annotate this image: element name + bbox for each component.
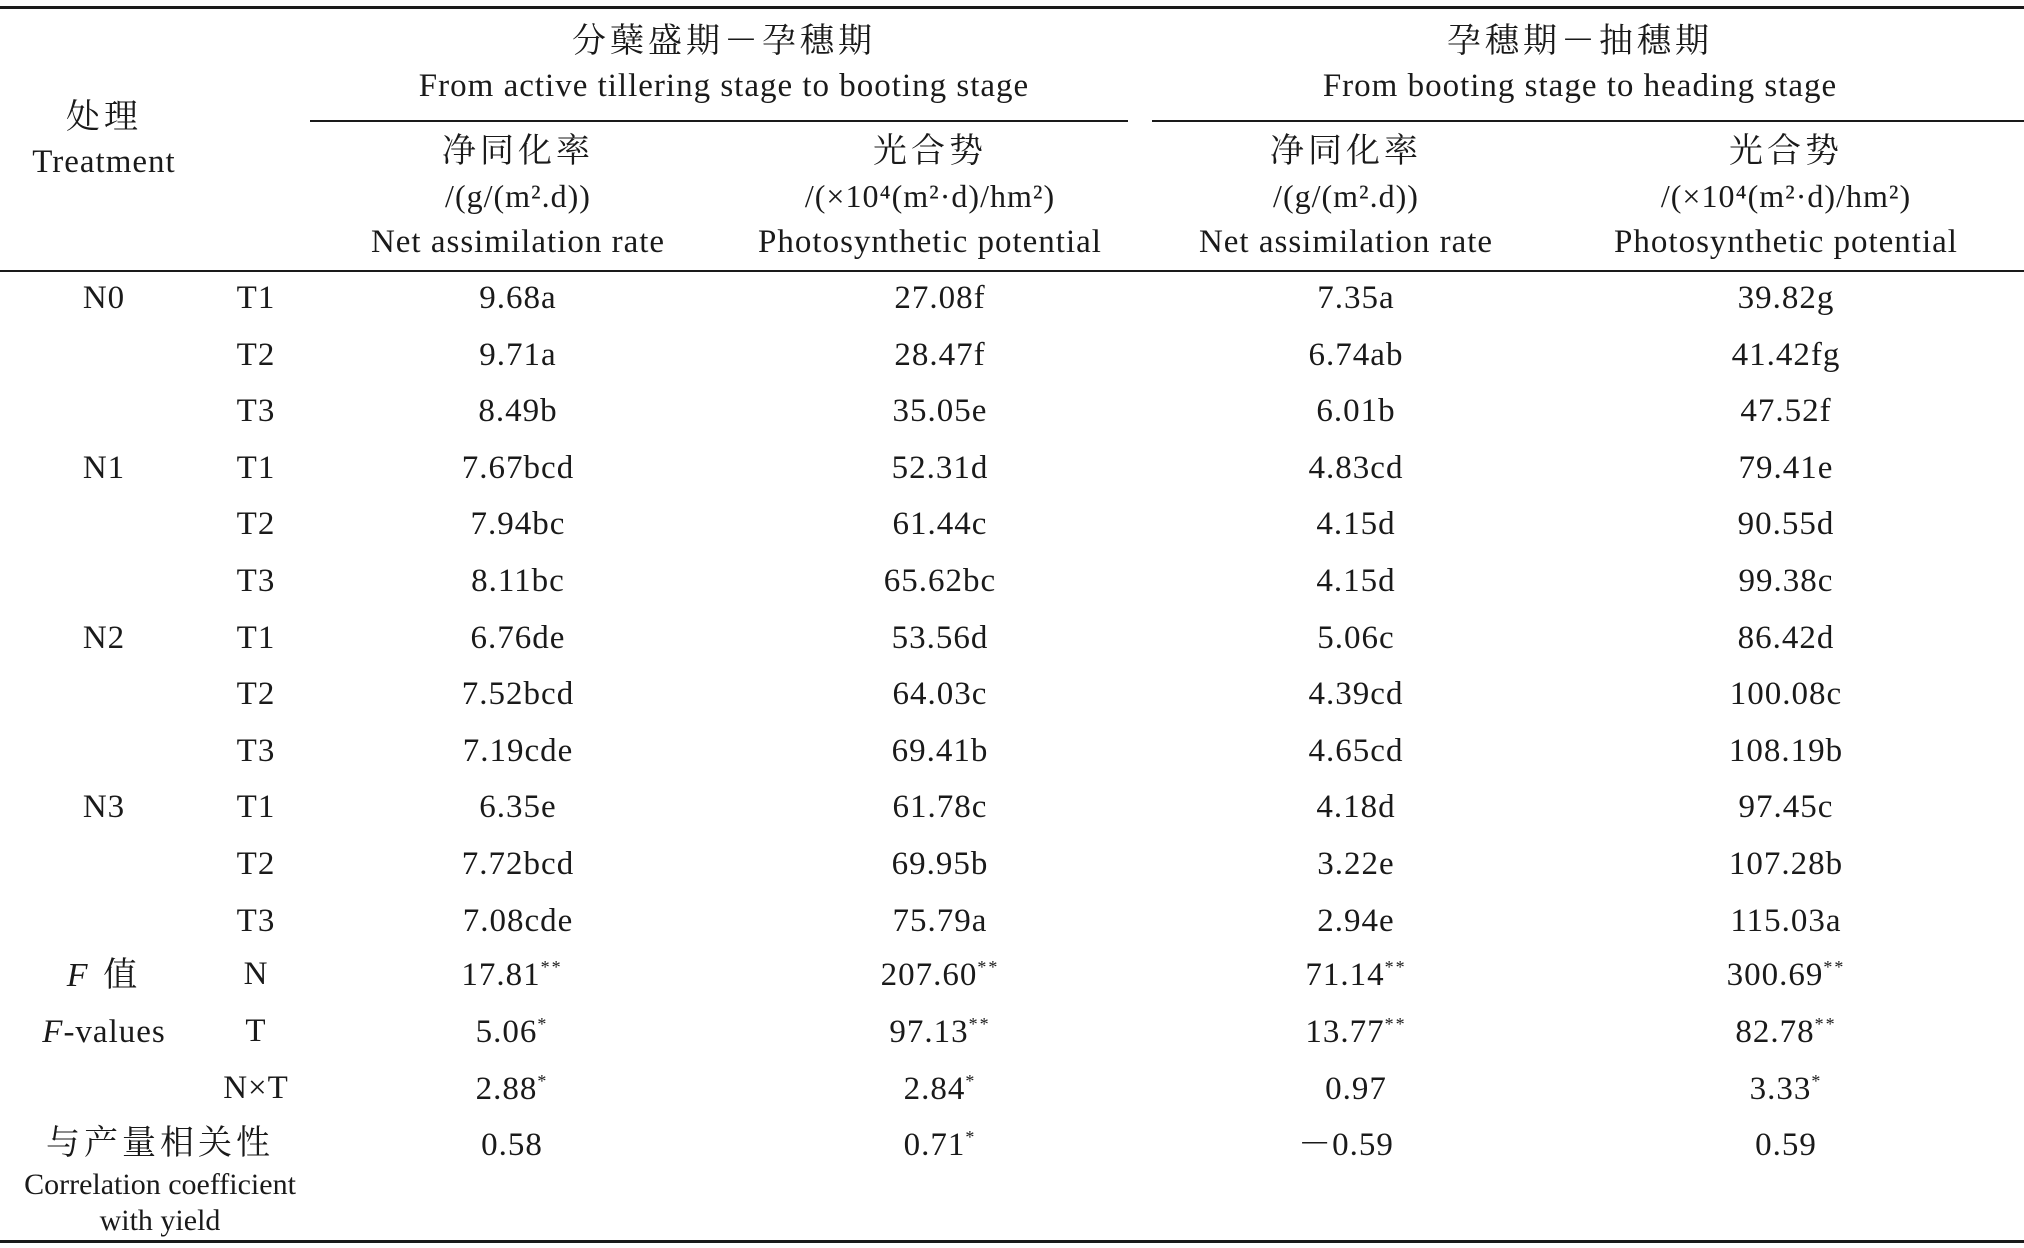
f-value-1-cell-significance: * <box>537 1014 549 1034</box>
treatment-cell: T1 <box>236 450 276 486</box>
treatment-header-en: Treatment <box>32 144 176 180</box>
photosynthetic-potential-2-cell: 99.38c <box>1738 563 1834 599</box>
photosynthetic-potential-1-cell: 75.79a <box>892 903 988 939</box>
treatment-cell: T3 <box>236 393 276 429</box>
f-value-1-cell <box>476 1072 549 1106</box>
header-bottom-rule <box>0 270 2024 272</box>
photosynthetic-potential-2-cell: 41.42fg <box>1731 337 1841 373</box>
correlation-2-cell-value: 0.71 <box>903 1127 966 1163</box>
f-value-4-cell-value: 3.33 <box>1749 1071 1812 1107</box>
net-assimilation-rate-2-cell: 7.35a <box>1317 280 1395 316</box>
net-assimilation-rate-1-cell: 6.76de <box>470 620 566 656</box>
photosynthetic-potential-2-cell: 115.03a <box>1730 903 1842 939</box>
net-assimilation-rate-1-cell: 7.94bc <box>470 506 566 542</box>
nitrogen-level-cell: N2 <box>82 620 126 656</box>
treatment-cell: T2 <box>236 506 276 542</box>
net-assimilation-rate-1-cell: 8.11bc <box>471 563 565 599</box>
correlation-2-cell-significance: * <box>965 1127 977 1147</box>
treatment-cell: T1 <box>236 789 276 825</box>
net-assimilation-rate-2-cell: 4.39cd <box>1308 676 1404 712</box>
net-assimilation-rate-2-cell: 3.22e <box>1317 846 1395 882</box>
f-value-2-cell <box>904 1072 977 1106</box>
bottom-rule <box>0 1240 2024 1243</box>
nitrogen-level-cell: N0 <box>82 280 126 316</box>
correlation-1-cell-value: 0.58 <box>481 1127 543 1163</box>
photosynthetic-potential-1-cell: 61.44c <box>892 506 988 542</box>
correlation-2-cell <box>904 1128 977 1162</box>
factor-cell: N <box>243 956 269 992</box>
f-value-4-cell-significance: ** <box>1814 1014 1837 1034</box>
f-value-4-cell <box>1735 1015 1836 1049</box>
pp-header-zh: 光合势 <box>873 131 987 171</box>
f-value-3-cell-value: 0.97 <box>1325 1071 1387 1107</box>
correlation-4-cell-value: 0.59 <box>1755 1127 1817 1163</box>
treatment-cell: T3 <box>236 903 276 939</box>
net-assimilation-rate-2-cell: 4.83cd <box>1308 450 1404 486</box>
pp-header-zh: 光合势 <box>1729 131 1843 171</box>
photosynthetic-potential-1-cell: 28.47f <box>894 337 986 373</box>
net-assimilation-rate-2-cell: 2.94e <box>1317 903 1395 939</box>
photosynthetic-potential-1-cell: 27.08f <box>894 280 986 316</box>
factor-cell: N×T <box>223 1070 289 1106</box>
net-assimilation-rate-1-cell: 7.67bcd <box>461 450 575 486</box>
f-value-4-cell-value: 300.69 <box>1726 957 1824 993</box>
correlation-label-en-1: Correlation coefficient <box>24 1168 296 1201</box>
photosynthetic-potential-2-cell: 108.19b <box>1728 733 1844 769</box>
photosynthetic-potential-1-cell: 69.95b <box>891 846 989 882</box>
f-value-1-cell-significance: * <box>537 1071 549 1091</box>
correlation-3-cell <box>1298 1128 1394 1162</box>
correlation-label-zh: 与产量相关性 <box>46 1123 274 1163</box>
photosynthetic-potential-2-cell: 97.45c <box>1738 789 1834 825</box>
photosynthetic-potential-1-cell: 65.62bc <box>883 563 997 599</box>
treatment-cell: T2 <box>236 846 276 882</box>
photosynthetic-potential-2-cell: 100.08c <box>1729 676 1843 712</box>
f-value-2-cell-significance: ** <box>977 957 1000 977</box>
pp-header-en: Photosynthetic potential <box>1614 224 1958 260</box>
photosynthetic-potential-2-cell: 86.42d <box>1737 620 1835 656</box>
f-value-2-cell-value: 207.60 <box>880 957 978 993</box>
nar-header-zh: 净同化率 <box>1270 131 1422 171</box>
photosynthetic-potential-1-cell: 53.56d <box>891 620 989 656</box>
period2-header-zh: 孕穗期－抽穗期 <box>1447 21 1713 61</box>
factor-cell: T <box>245 1013 267 1049</box>
correlation-1-cell <box>481 1128 543 1162</box>
nar-header-zh: 净同化率 <box>442 131 594 171</box>
nar-header-en: Net assimilation rate <box>370 224 666 260</box>
period1-header-en: From active tillering stage to booting stage <box>418 68 1030 104</box>
treatment-cell: T3 <box>236 563 276 599</box>
f-zh-rest: 值 <box>88 955 142 995</box>
f-value-3-cell <box>1325 1072 1387 1106</box>
nar-header-en: Net assimilation rate <box>1198 224 1494 260</box>
net-assimilation-rate-1-cell: 8.49b <box>478 393 558 429</box>
top-rule <box>0 6 2024 9</box>
f-value-2-cell-value: 97.13 <box>889 1014 969 1050</box>
net-assimilation-rate-2-cell: 4.15d <box>1316 563 1396 599</box>
f-value-4-cell <box>1750 1072 1823 1106</box>
pp-header-en: Photosynthetic potential <box>758 224 1102 260</box>
photosynthetic-potential-1-cell: 61.78c <box>892 789 988 825</box>
net-assimilation-rate-2-cell: 4.15d <box>1316 506 1396 542</box>
net-assimilation-rate-1-cell: 9.71a <box>479 337 557 373</box>
net-assimilation-rate-2-cell: 6.74ab <box>1308 337 1404 373</box>
correlation-label-en-2: with yield <box>99 1204 221 1237</box>
correlation-3-cell-value: －0.59 <box>1298 1127 1394 1163</box>
net-assimilation-rate-2-cell: 6.01b <box>1316 393 1396 429</box>
f-value-3-cell <box>1305 958 1406 992</box>
photosynthetic-potential-1-cell: 64.03c <box>892 676 988 712</box>
f-value-4-cell-significance: ** <box>1823 957 1846 977</box>
photosynthetic-potential-2-cell: 79.41e <box>1738 450 1834 486</box>
net-assimilation-rate-2-cell: 4.65cd <box>1308 733 1404 769</box>
f-value-3-cell-significance: ** <box>1384 1014 1407 1034</box>
nar-header-unit: /(g/(m².d)) <box>445 178 591 214</box>
photosynthetic-potential-1-cell: 69.41b <box>891 733 989 769</box>
f-value-4-cell-value: 82.78 <box>1735 1014 1815 1050</box>
net-assimilation-rate-2-cell: 4.18d <box>1316 789 1396 825</box>
net-assimilation-rate-1-cell: 7.08cde <box>462 903 574 939</box>
photosynthetic-potential-2-cell: 39.82g <box>1737 280 1835 316</box>
net-assimilation-rate-1-cell: 7.19cde <box>462 733 574 769</box>
f-value-label-zh <box>66 955 142 995</box>
treatment-cell: T3 <box>236 733 276 769</box>
f-value-1-cell-significance: ** <box>540 957 563 977</box>
f-value-label-en <box>42 1016 165 1049</box>
pp-header-unit: /(×10⁴(m²·d)/hm²) <box>804 178 1056 214</box>
net-assimilation-rate-1-cell: 7.72bcd <box>461 846 575 882</box>
photosynthetic-potential-2-cell: 107.28b <box>1728 846 1844 882</box>
treatment-cell: T2 <box>236 337 276 373</box>
nitrogen-level-cell: N1 <box>82 450 126 486</box>
period1-underline <box>310 120 1128 122</box>
f-value-2-cell-significance: ** <box>968 1014 991 1034</box>
f-value-1-cell <box>476 1015 549 1049</box>
photosynthetic-potential-1-cell: 52.31d <box>891 450 989 486</box>
f-value-3-cell-value: 13.77 <box>1305 1014 1385 1050</box>
f-value-1-cell-value: 2.88 <box>475 1071 538 1107</box>
correlation-4-cell <box>1755 1128 1817 1162</box>
treatment-header-zh: 处理 <box>66 97 142 137</box>
f-italic: F <box>66 957 89 994</box>
f-value-4-cell <box>1727 958 1846 992</box>
f-value-3-cell-value: 71.14 <box>1305 957 1385 993</box>
photosynthetic-potential-1-cell: 35.05e <box>892 393 988 429</box>
f-value-1-cell-value: 17.81 <box>461 957 541 993</box>
f-en-rest: -values <box>63 1014 166 1050</box>
f-value-4-cell-significance: * <box>1811 1071 1823 1091</box>
f-value-2-cell <box>881 958 1000 992</box>
period1-header-zh: 分蘖盛期－孕穗期 <box>572 21 876 61</box>
net-assimilation-rate-2-cell: 5.06c <box>1317 620 1395 656</box>
pp-header-unit: /(×10⁴(m²·d)/hm²) <box>1660 178 1912 214</box>
f-value-2-cell-significance: * <box>965 1071 977 1091</box>
net-assimilation-rate-1-cell: 7.52bcd <box>461 676 575 712</box>
net-assimilation-rate-1-cell: 6.35e <box>479 789 557 825</box>
period2-underline <box>1152 120 2024 122</box>
f-value-3-cell <box>1305 1015 1406 1049</box>
f-value-1-cell <box>461 958 562 992</box>
treatment-cell: T1 <box>236 620 276 656</box>
f-italic: F <box>42 1014 64 1050</box>
f-value-2-cell <box>889 1015 990 1049</box>
f-value-2-cell-value: 2.84 <box>903 1071 966 1107</box>
treatment-cell: T1 <box>236 280 276 316</box>
nar-header-unit: /(g/(m².d)) <box>1273 178 1419 214</box>
photosynthetic-potential-2-cell: 47.52f <box>1740 393 1832 429</box>
nitrogen-level-cell: N3 <box>82 789 126 825</box>
f-value-3-cell-significance: ** <box>1384 957 1407 977</box>
period2-header-en: From booting stage to heading stage <box>1322 68 1838 104</box>
net-assimilation-rate-1-cell: 9.68a <box>479 280 557 316</box>
photosynthetic-potential-2-cell: 90.55d <box>1737 506 1835 542</box>
treatment-cell: T2 <box>236 676 276 712</box>
f-value-1-cell-value: 5.06 <box>475 1014 538 1050</box>
